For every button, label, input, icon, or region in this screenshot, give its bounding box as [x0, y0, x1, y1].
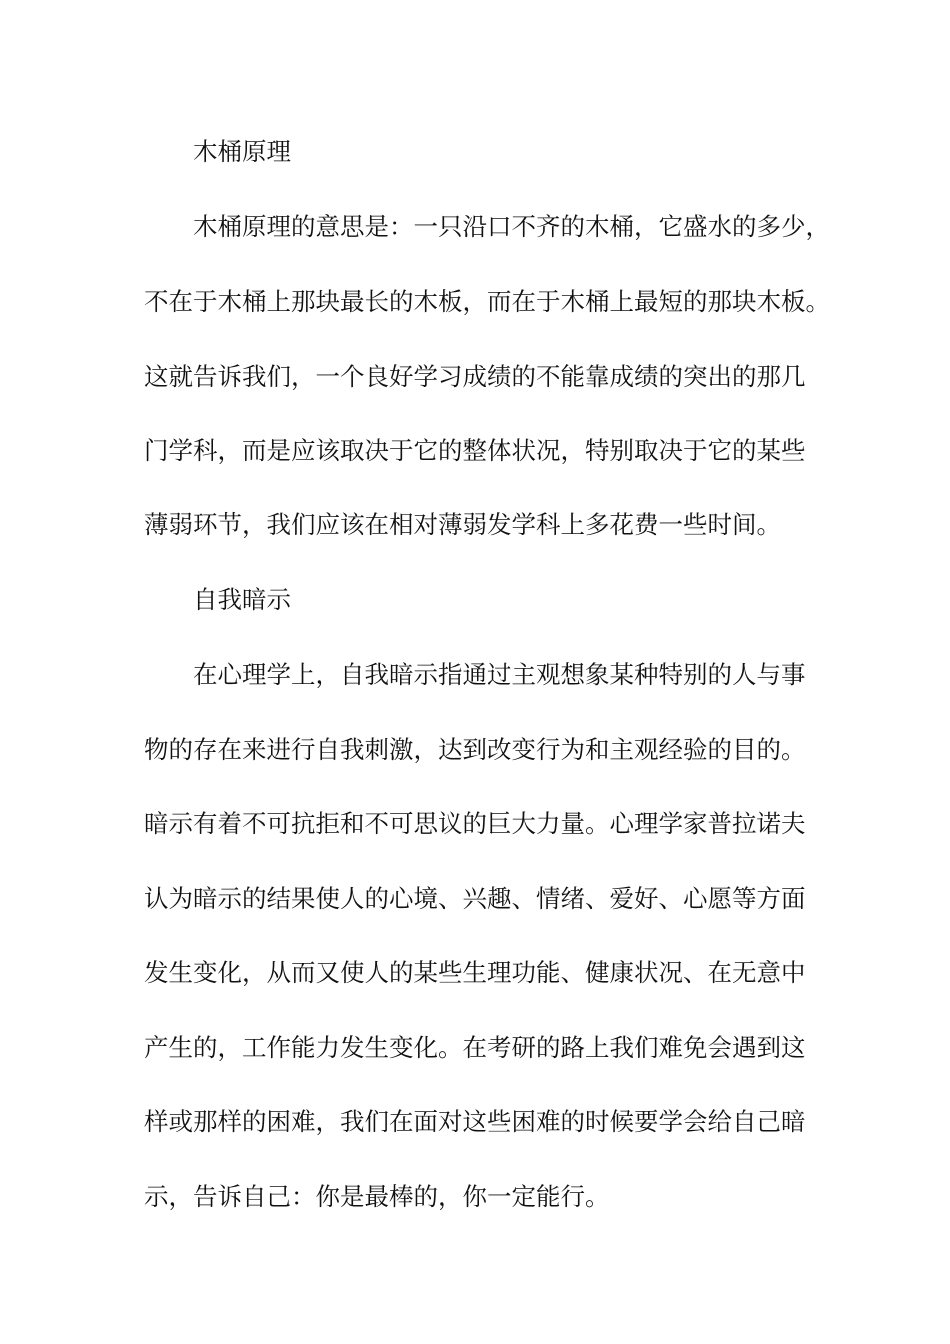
- paragraph-line: 发生变化，从而又使人的某些生理功能、健康状况、在无意中: [144, 958, 806, 987]
- paragraph-line: 认为暗示的结果使人的心境、兴趣、情绪、爱好、心愿等方面: [144, 884, 806, 913]
- paragraph-line: 样或那样的困难，我们在面对这些困难的时候要学会给自己暗: [144, 1107, 806, 1136]
- paragraph-line: 不在于木桶上那块最长的木板，而在于木桶上最短的那块木板。: [144, 287, 830, 316]
- paragraph-line: 暗示有着不可抗拒和不可思议的巨大力量。心理学家普拉诺夫: [144, 809, 806, 838]
- section-heading-bucket-principle: 木桶原理: [193, 137, 291, 166]
- paragraph-line: 在心理学上，自我暗示指通过主观想象某种特别的人与事: [193, 660, 806, 689]
- section-heading-self-suggestion: 自我暗示: [193, 585, 291, 614]
- paragraph-line: 物的存在来进行自我刺激，达到改变行为和主观经验的目的。: [144, 735, 806, 764]
- paragraph-line: 示，告诉自己：你是最棒的，你一定能行。: [144, 1182, 610, 1211]
- paragraph-line: 薄弱环节，我们应该在相对薄弱发学科上多花费一些时间。: [144, 510, 781, 539]
- paragraph-line: 产生的，工作能力发生变化。在考研的路上我们难免会遇到这: [144, 1033, 806, 1062]
- paragraph-line: 门学科，而是应该取决于它的整体状况，特别取决于它的某些: [144, 436, 806, 465]
- paragraph-line: 木桶原理的意思是：一只沿口不齐的木桶，它盛水的多少，: [193, 212, 830, 241]
- paragraph-line: 这就告诉我们，一个良好学习成绩的不能靠成绩的突出的那几: [144, 362, 806, 391]
